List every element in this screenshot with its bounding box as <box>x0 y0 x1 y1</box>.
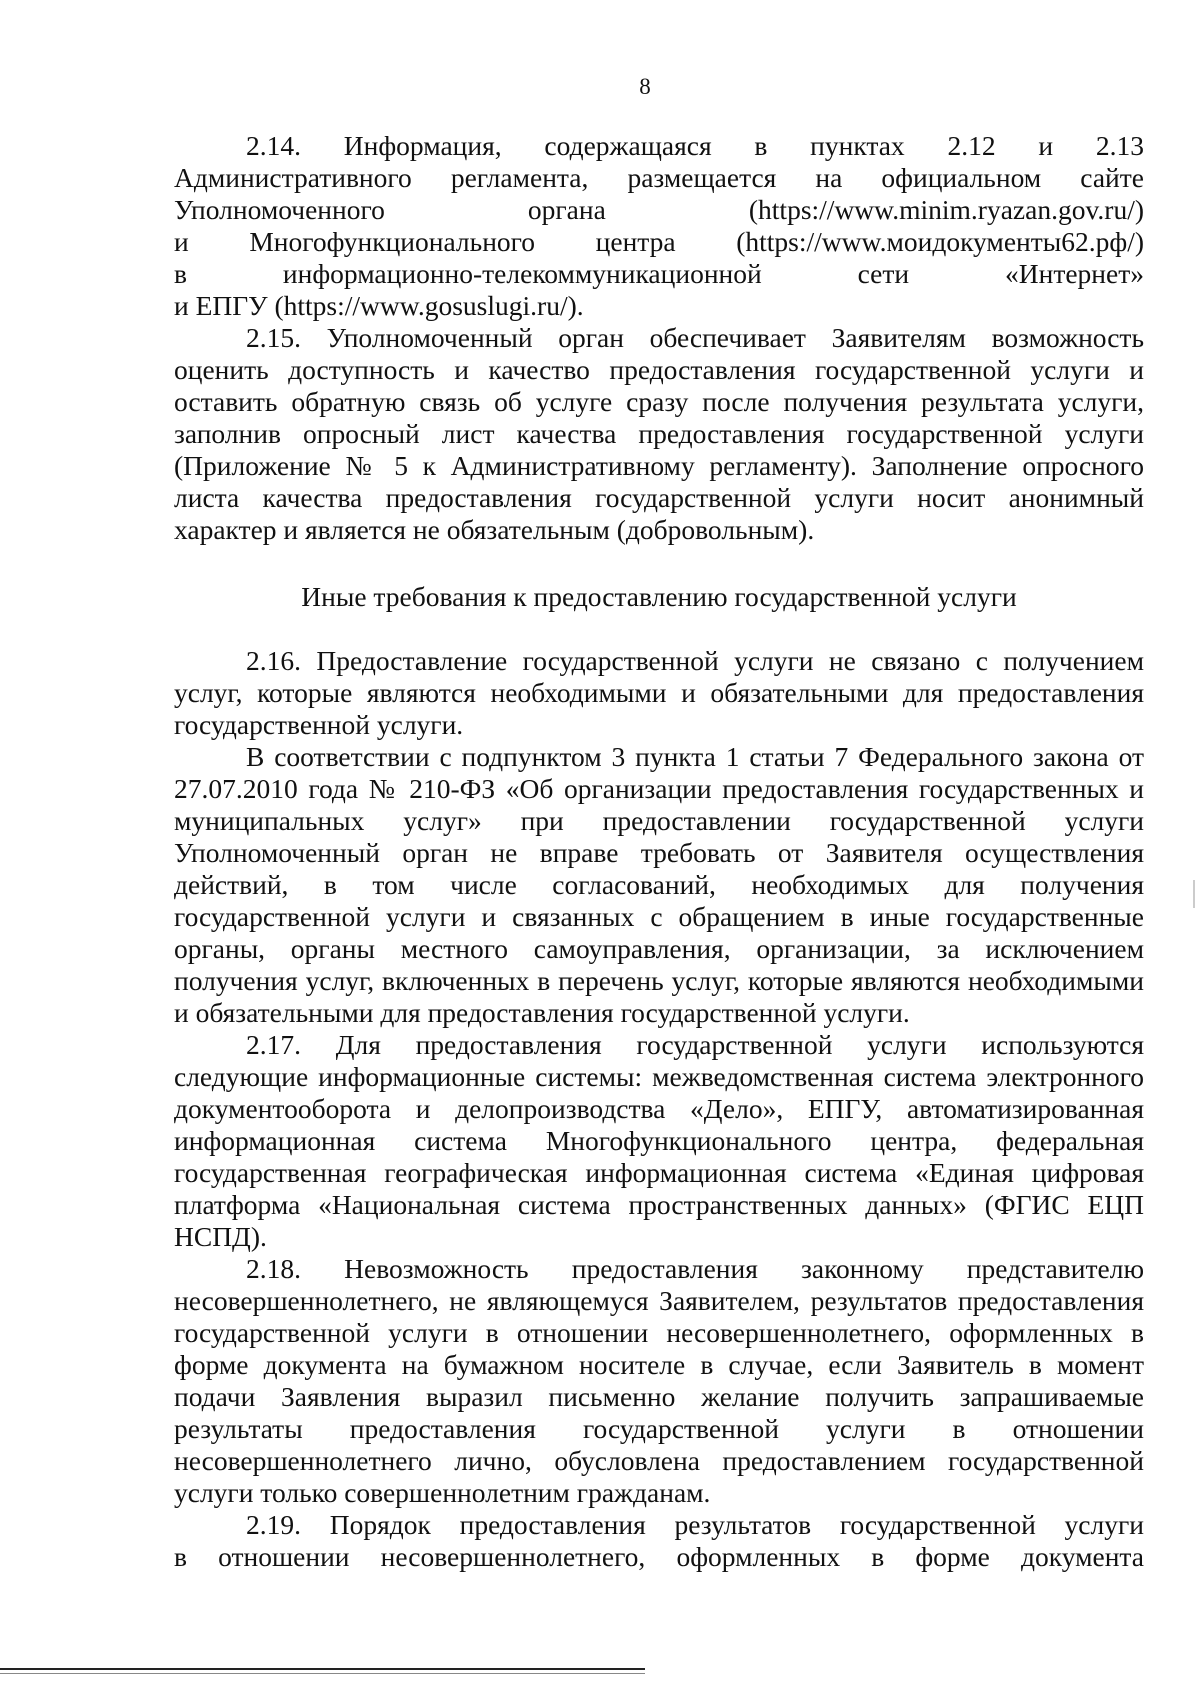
paragraph-line: в отношении несовершеннолетнего, оформленных в форме документа <box>174 1541 1144 1572</box>
paragraph-line: и ЕПГУ (https://www.gosuslugi.ru/). <box>174 290 584 321</box>
paragraph-2-14 <box>174 130 1144 322</box>
paragraph-2-16-law-reference: В соответствии с подпунктом 3 пункта 1 статьи 7 Федерального закона от 27.07.2010 года № 210-ФЗ «Об организации предоставления государственных и муниципальных услуг» при предоставлении государственной услуги Уполномоченный орган не вправе требовать от Заявителя осуществления действий, в том числе согласований, необходимых для получения государственной услуги и связанных с обращением в иные государственные органы, органы местного самоуправления, организации, за исключением получения услуг, включенных в перечень услуг, которые являются необходимыми и обязательными для предоставления государственной услуги. <box>174 741 1144 1028</box>
section-heading: Иные требования к предоставлению государственной услуги <box>301 581 1017 612</box>
paragraph-line: Уполномоченного органа (https://www.minim.ryazan.gov.ru/) <box>174 194 1144 225</box>
paragraph-2-19 <box>174 1509 1144 1573</box>
paragraph-2-15: 2.15. Уполномоченный орган обеспечивает Заявителям возможность оценить доступность и качество предоставления государственной услуги и оставить обратную связь об услуге сразу после получения результата услуги, заполнив опросный лист качества предоставления государственной услуги (Приложение № 5 к Административному регламенту). Заполнение опросного листа качества предоставления государственной услуги носит анонимный характер и является не обязательным (добровольным). <box>174 322 1144 545</box>
paragraph-line: Административного регламента, размещается на официальном сайте <box>174 162 1144 193</box>
bottom-scan-line <box>0 1668 645 1670</box>
paragraph-line: и Многофункционального центра (https://www.моидокументы62.рф/) <box>174 226 1144 257</box>
scan-edge-mark <box>1193 880 1195 908</box>
paragraph-line: 2.19. Порядок предоставления результатов государственной услуги <box>246 1509 1144 1540</box>
bottom-scan-line-light <box>0 1673 645 1674</box>
paragraph-line: в информационно-телекоммуникационной сети «Интернет» <box>174 258 1144 289</box>
page-number: 8 <box>639 74 651 99</box>
document-body <box>174 130 1144 1573</box>
paragraph-line: 2.14. Информация, содержащаяся в пунктах 2.12 и 2.13 <box>246 130 1144 161</box>
paragraph-2-17: 2.17. Для предоставления государственной услуги используются следующие информационные системы: межведомственная система электронного документооборота и делопроизводства «Дело», ЕПГУ, автоматизированная информационная система Многофункционального центра, федеральная государственная географическая информационная система «Единая цифровая платформа «Национальная система пространственных данных» (ФГИС ЕЦП НСПД). <box>174 1029 1144 1252</box>
paragraph-2-18: 2.18. Невозможность предоставления законному представителю несовершеннолетнего, не являющемуся Заявителем, результатов предоставления государственной услуги в отношении несовершеннолетнего, оформленных в форме документа на бумажном носителе в случае, если Заявитель в момент подачи Заявления выразил письменно желание получить запрашиваемые результаты предоставления государственной услуги в отношении несовершеннолетнего лично, обусловлена предоставлением государственной услуги только совершеннолетним гражданам. <box>174 1253 1144 1508</box>
paragraph-2-16: 2.16. Предоставление государственной услуги не связано с получением услуг, которые являются необходимыми и обязательными для предоставления государственной услуги. <box>174 645 1144 740</box>
